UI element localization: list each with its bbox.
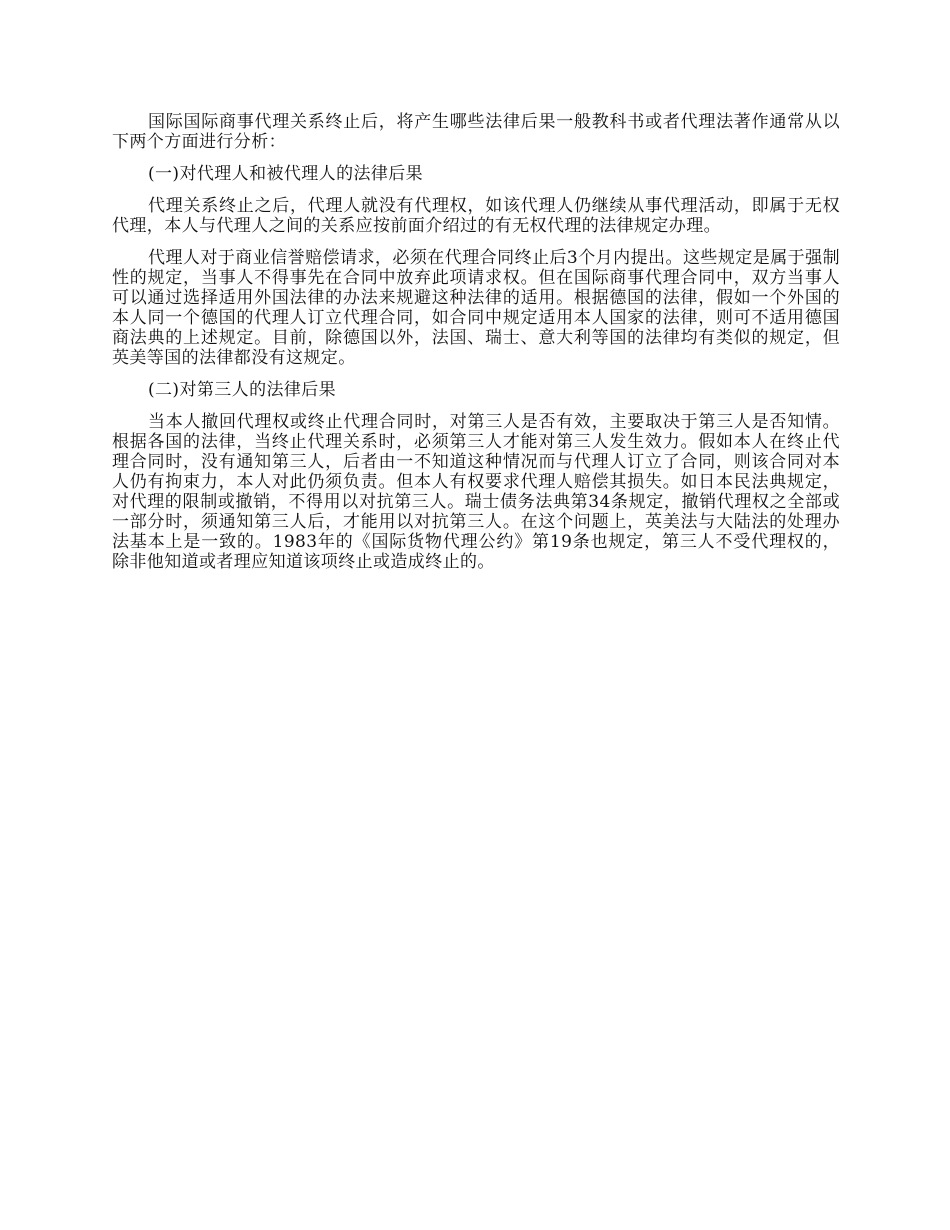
intro-paragraph: 国际国际商事代理关系终止后，将产生哪些法律后果一般教科书或者代理法著作通常从以下两个方面进行分析： (112, 112, 840, 152)
paragraph-goodwill-claim: 代理人对于商业信誉赔偿请求，必须在代理合同终止后3个月内提出。这些规定是属于强制性的规定，当事人不得事先在合同中放弃此项请求权。但在国际商事代理合同中，双方当事人可以通过选择适用外国法律的办法来规避这种法律的适用。根据德国的法律，假如一个外国的本人同一个德国的代理人订立代理合同，如合同中规定适用本人国家的法律，则可不适用德国商法典的上述规定。目前，除德国以外，法国、瑞士、意大利等国的法律均有类似的规定，但英美等国的法律都没有这规定。 (112, 248, 840, 368)
section-heading-third-party: (二)对第三人的法律后果 (148, 380, 337, 400)
section-heading-principal-agent: (一)对代理人和被代理人的法律后果 (148, 164, 424, 184)
paragraph-no-authority: 代理关系终止之后，代理人就没有代理权，如该代理人仍继续从事代理活动，即属于无权代理，本人与代理人之间的关系应按前面介绍过的有无权代理的法律规定办理。 (112, 196, 840, 236)
paragraph-third-party-effect: 当本人撤回代理权或终止代理合同时，对第三人是否有效，主要取决于第三人是否知情。根据各国的法律，当终止代理关系时，必须第三人才能对第三人发生效力。假如本人在终止代理合同时，没有通知第三人，后者由一不知道这种情况而与代理人订立了合同，则该合同对本人仍有拘束力，本人对此仍须负责。但本人有权要求代理人赔偿其损失。如日本民法典规定，对代理的限制或撤销，不得用以对抗第三人。瑞士债务法典第34条规定，撤销代理权之全部或一部分时，须通知第三人后，才能用以对抗第三人。在这个问题上，英美法与大陆法的处理办法基本上是一致的。1983年的《国际货物代理公约》第19条也规定，第三人不受代理权的，除非他知道或者理应知道该项终止或造成终止的。 (112, 412, 840, 572)
document-page (112, 112, 840, 584)
